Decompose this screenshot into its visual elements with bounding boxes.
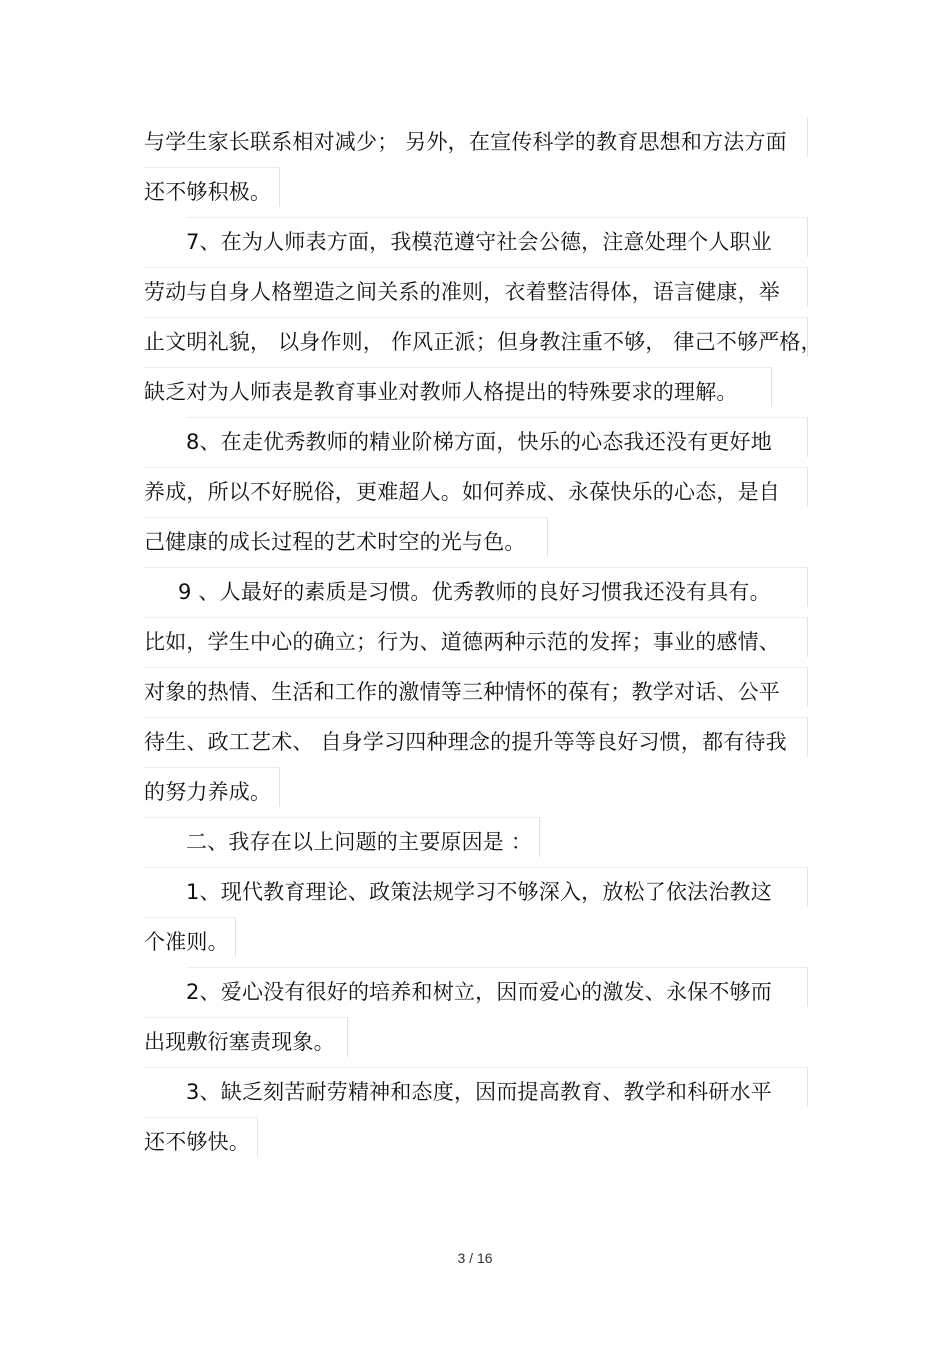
text-line-20: 3、缺乏刻苦耐劳精神和态度，因而提高教育、教学和科研水平 — [144, 1077, 804, 1107]
text-line-2: 还不够积极。 — [144, 177, 276, 207]
page-number: 3 / 16 — [457, 1250, 493, 1266]
text-line-16: 1、现代教育理论、政策法规学习不够深入，放松了依法治教这 — [144, 877, 804, 907]
text-line-12: 对象的热情、生活和工作的激情等三种情怀的葆有；教学对话、公平 — [144, 677, 804, 707]
text-line-5: 止文明礼貌， 以身作则， 作风正派；但身教注重不够， 律己不够严格， — [144, 327, 804, 357]
text-line-7: 8、在走优秀教师的精业阶梯方面，快乐的心态我还没有更好地 — [186, 427, 804, 457]
text-line-19: 出现敷衍塞责现象。 — [144, 1027, 344, 1057]
text-line-21: 还不够快。 — [144, 1127, 254, 1157]
text-line-10: 9 、人最好的素质是习惯。优秀教师的良好习惯我还没有具有。 — [144, 577, 804, 607]
text-line-14: 的努力养成。 — [144, 777, 276, 807]
text-line-6: 缺乏对为人师表是教育事业对教师人格提出的特殊要求的理解。 — [144, 377, 768, 407]
text-line-4: 劳动与自身人格塑造之间关系的准则，衣着整洁得体，语言健康，举 — [144, 277, 804, 307]
text-line-11: 比如，学生中心的确立；行为、道德两种示范的发挥；事业的感情、 — [144, 627, 804, 657]
section-heading: 二、我存在以上问题的主要原因是 ： — [144, 827, 536, 857]
text-line-17: 个准则。 — [144, 927, 232, 957]
text-line-9: 己健康的成长过程的艺术时空的光与色。 — [144, 527, 544, 557]
text-line-1: 与学生家长联系相对减少； 另外，在宣传科学的教育思想和方法方面 — [144, 127, 804, 157]
text-line-18: 2、爱心没有很好的培养和树立，因而爱心的激发、永保不够而 — [186, 977, 804, 1007]
text-line-3: 7、在为人师表方面，我模范遵守社会公德，注意处理个人职业 — [186, 227, 804, 257]
text-line-8: 养成，所以不好脱俗，更难超人。如何养成、永葆快乐的心态，是自 — [144, 477, 804, 507]
text-line-13: 待生、政工艺术、 自身学习四种理念的提升等等良好习惯，都有待我 — [144, 727, 804, 757]
